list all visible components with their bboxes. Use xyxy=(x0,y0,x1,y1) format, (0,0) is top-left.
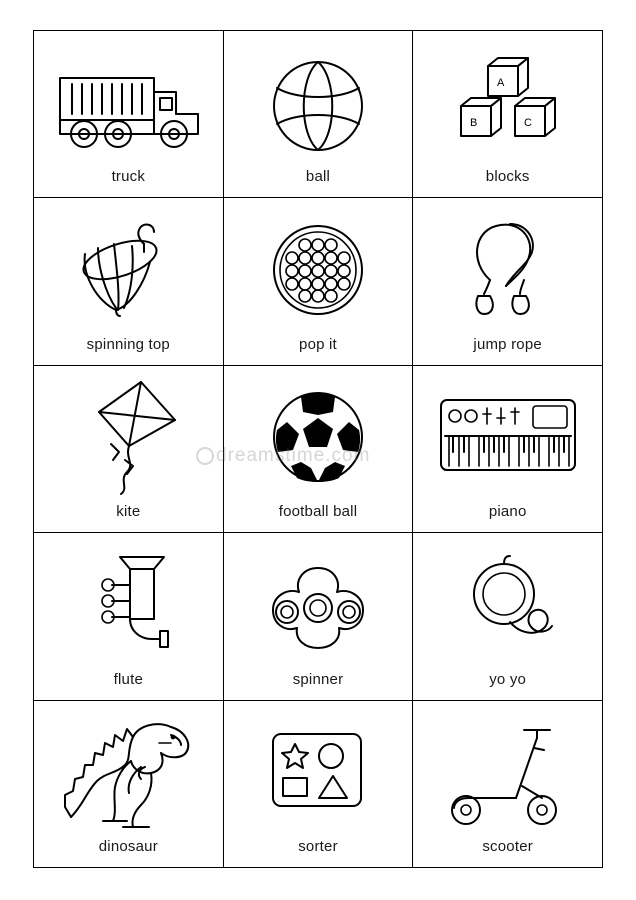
flashcard-label: scooter xyxy=(482,837,533,855)
flashcard-jump-rope[interactable] xyxy=(413,198,603,365)
flashcard-label: dinosaur xyxy=(98,837,158,855)
yoyo-icon xyxy=(413,533,602,670)
flashcard-spinner[interactable] xyxy=(224,533,414,700)
flashcard-label: kite xyxy=(116,503,141,521)
flashcard-ball[interactable] xyxy=(224,31,414,198)
block-letter-c: C xyxy=(523,116,532,129)
flashcard-dinosaur[interactable] xyxy=(34,701,224,868)
flashcard-truck[interactable] xyxy=(34,31,224,198)
flashcard-label: yo yo xyxy=(489,670,527,688)
flashcard-label: spinner xyxy=(292,670,344,688)
flashcard-label: sorter xyxy=(298,837,338,855)
spinning-top-icon xyxy=(34,198,223,335)
block-letter-a: A xyxy=(496,76,504,89)
flashcard-football-ball[interactable] xyxy=(224,366,414,533)
fidget-spinner-icon xyxy=(224,533,413,670)
flashcard-label: blocks xyxy=(485,168,530,186)
flashcard-label: truck xyxy=(111,168,146,186)
flashcard-scooter[interactable] xyxy=(413,701,603,868)
flashcard-pop-it[interactable] xyxy=(224,198,414,365)
flashcard-kite[interactable] xyxy=(34,366,224,533)
flashcard-label: spinning top xyxy=(86,335,170,353)
flashcard-flute[interactable] xyxy=(34,533,224,700)
flashcard-blocks[interactable] xyxy=(413,31,603,198)
flashcard-label: jump rope xyxy=(473,335,542,353)
football-ball-icon xyxy=(224,366,413,503)
flashcard-yoyo[interactable] xyxy=(413,533,603,700)
flashcard-spinning-top[interactable] xyxy=(34,198,224,365)
shape-sorter-icon xyxy=(224,701,413,838)
beach-ball-icon xyxy=(224,31,413,168)
jump-rope-icon xyxy=(413,198,602,335)
dump-truck-icon xyxy=(34,31,223,168)
flashcard-label: pop it xyxy=(299,335,337,353)
block-letter-b: B xyxy=(469,116,477,129)
scooter-icon xyxy=(413,701,602,838)
toy-piano-icon xyxy=(413,366,602,503)
dinosaur-icon xyxy=(34,701,223,838)
flashcard-label: ball xyxy=(305,168,331,186)
flashcard-label: flute xyxy=(113,670,143,688)
trumpet-icon xyxy=(34,533,223,670)
flashcard-label: football ball xyxy=(278,503,358,521)
pop-it-icon xyxy=(224,198,413,335)
flashcard-grid xyxy=(33,30,603,868)
flashcard-piano[interactable] xyxy=(413,366,603,533)
alphabet-blocks-icon xyxy=(413,31,602,168)
watermark-text: dreamstime.com xyxy=(216,445,371,466)
flashcard-label: piano xyxy=(488,503,527,521)
kite-icon xyxy=(34,366,223,503)
flashcard-sorter[interactable] xyxy=(224,701,414,868)
